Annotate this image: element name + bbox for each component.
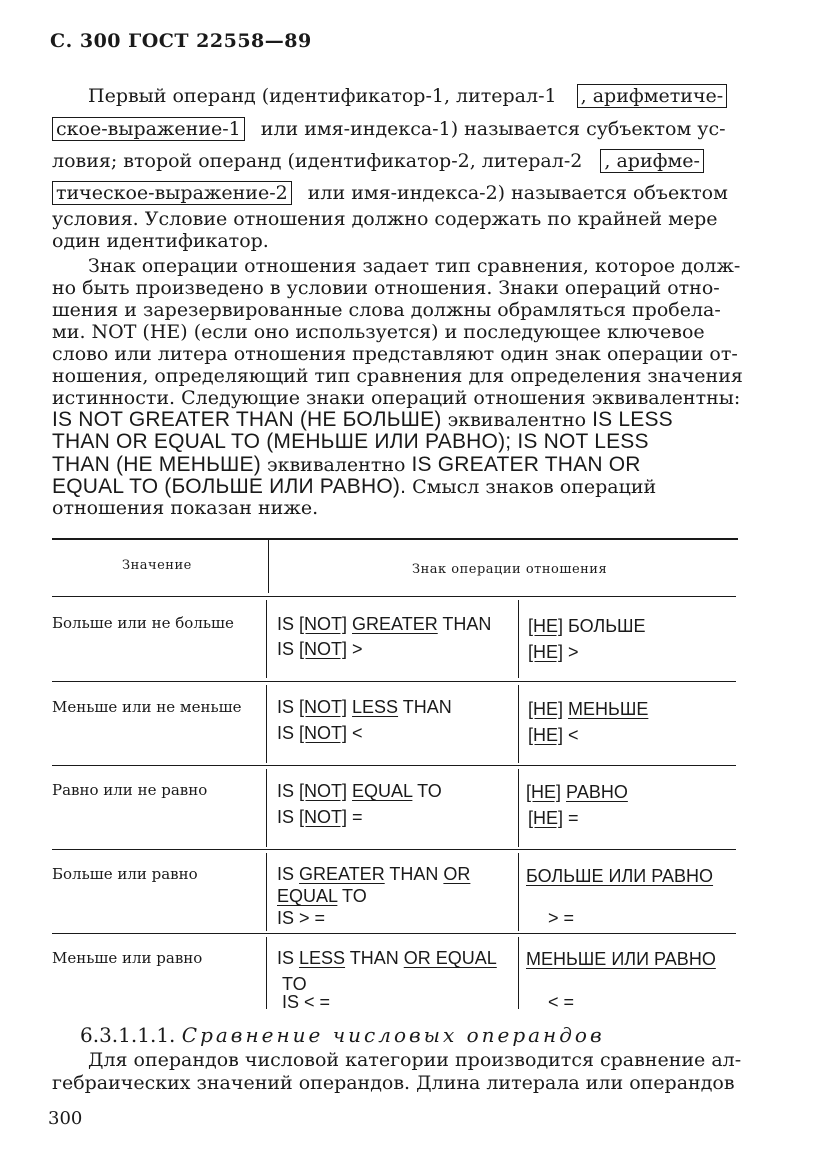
cell-en-line2: EQUAL TO: [277, 886, 367, 906]
cell-ru-line2: > =: [548, 908, 575, 928]
cell-ru-line2: [НЕ] =: [528, 808, 579, 828]
para2-line3: шения и зарезервированные слова должны обрамляться пробела-: [52, 299, 721, 321]
cell-en-line1: IS LESS THAN OR EQUAL: [277, 948, 497, 968]
row-label: Меньше или не меньше: [52, 698, 242, 716]
para3-line2: гебраических значений операндов. Длина литерала или операндов: [52, 1072, 735, 1094]
para2-line10: THAN (НЕ МЕНЬШЕ) эквивалентно IS GREATER THAN OR: [52, 453, 641, 476]
para1-line2-box: ское-выражение-1: [52, 117, 245, 141]
cell-en-line2: IS [NOT] =: [277, 807, 363, 827]
cell-en-line2: TO: [282, 974, 307, 994]
para1-line3-text: ловия; второй операнд (идентификатор-2, литерал-2: [52, 150, 583, 172]
para2-line11: EQUAL TO (БОЛЬШЕ ИЛИ РАВНО). Смысл знаков операций: [52, 475, 657, 498]
para2-line9: THAN OR EQUAL TO (МЕНЬШЕ ИЛИ РАВНО); IS NOT LESS: [52, 430, 649, 453]
para1-line4-text: или имя-индекса-2) называется объектом: [307, 182, 728, 204]
section-number: 6.3.1.1.1.: [80, 1023, 176, 1047]
para2-line1: Знак операции отношения задает тип сравнения, которое долж-: [88, 255, 741, 277]
row-label: Больше или равно: [52, 865, 198, 883]
cell-ru-line2: [НЕ] <: [528, 725, 579, 745]
cell-en-line1: IS GREATER THAN OR: [277, 864, 471, 884]
cell-en-line2: IS [NOT] >: [277, 639, 363, 659]
cell-ru-line2: [НЕ] >: [528, 642, 579, 662]
col1-header: Значение: [122, 558, 192, 573]
cell-en-line1: IS [NOT] LESS THAN: [277, 697, 452, 717]
section-title: Сравнение числовых операндов: [181, 1023, 605, 1047]
para1-line1: [88, 85, 727, 108]
para2-line4: ми. NOT (НЕ) (если оно используется) и последующее ключевое: [52, 321, 705, 343]
para1-line4: [52, 182, 728, 205]
para1-line4-box: тическое-выражение-2: [52, 181, 292, 205]
para2-line8: IS NOT GREATER THAN (НЕ БОЛЬШЕ) эквивалентно IS LESS: [52, 408, 673, 431]
para1-line1-box: , арифметиче-: [577, 84, 728, 108]
para1-line5: условия. Условие отношения должно содержать по крайней мере: [52, 208, 718, 230]
page-number: 300: [48, 1108, 83, 1129]
cell-en-line1: IS [NOT] EQUAL TO: [277, 781, 442, 801]
row-label: Больше или не больше: [52, 614, 234, 632]
cell-en-line2: IS [NOT] <: [277, 723, 363, 743]
para1-line6: один идентификатор.: [52, 230, 269, 252]
cell-ru-line2: < =: [548, 992, 575, 1012]
para1-line1-text: Первый операнд (идентификатор-1, литерал-1: [88, 85, 557, 107]
header-divider: [268, 540, 269, 593]
cell-en-line3: IS < =: [282, 992, 331, 1012]
para2-line5: слово или литера отношения представляют один знак операции от-: [52, 343, 738, 365]
para2-line12: отношения показан ниже.: [52, 497, 319, 519]
cell-ru-line1: МЕНЬШЕ ИЛИ РАВНО: [526, 949, 716, 969]
para1-line3: [52, 150, 704, 173]
page-header: С. 300 ГОСТ 22558—89: [50, 30, 312, 52]
para1-line2-text: или имя-индекса-1) называется субъектом ус-: [260, 118, 726, 140]
para2-line6: ношения, определяющий тип сравнения для определения значения: [52, 365, 743, 387]
cell-ru-line1: [НЕ] РАВНО: [526, 782, 628, 802]
para1-line2: [52, 118, 726, 141]
section-heading: [80, 1023, 605, 1047]
cell-ru-line1: БОЛЬШЕ ИЛИ РАВНО: [526, 866, 714, 886]
row-label: Меньше или равно: [52, 949, 203, 967]
cell-en-line1: IS [NOT] GREATER THAN: [277, 614, 492, 634]
para2-line2: но быть произведено в условии отношения. Знаки операций отно-: [52, 277, 720, 299]
row-label: Равно или не равно: [52, 781, 208, 799]
cell-ru-line1: [НЕ] БОЛЬШЕ: [528, 616, 646, 636]
table-top-rule: [52, 538, 738, 540]
para2-line7: истинности. Следующие знаки операций отношения эквивалентны:: [52, 387, 741, 409]
header-bottom-rule: [52, 596, 736, 597]
cell-ru-line1: [НЕ] МЕНЬШЕ: [528, 699, 649, 719]
para1-line3-box: , арифме-: [600, 149, 704, 173]
col2-header: Знак операции отношения: [412, 562, 608, 577]
para3-line1: Для операндов числовой категории производится сравнение ал-: [88, 1049, 742, 1071]
cell-en-line3: IS > =: [277, 908, 326, 928]
